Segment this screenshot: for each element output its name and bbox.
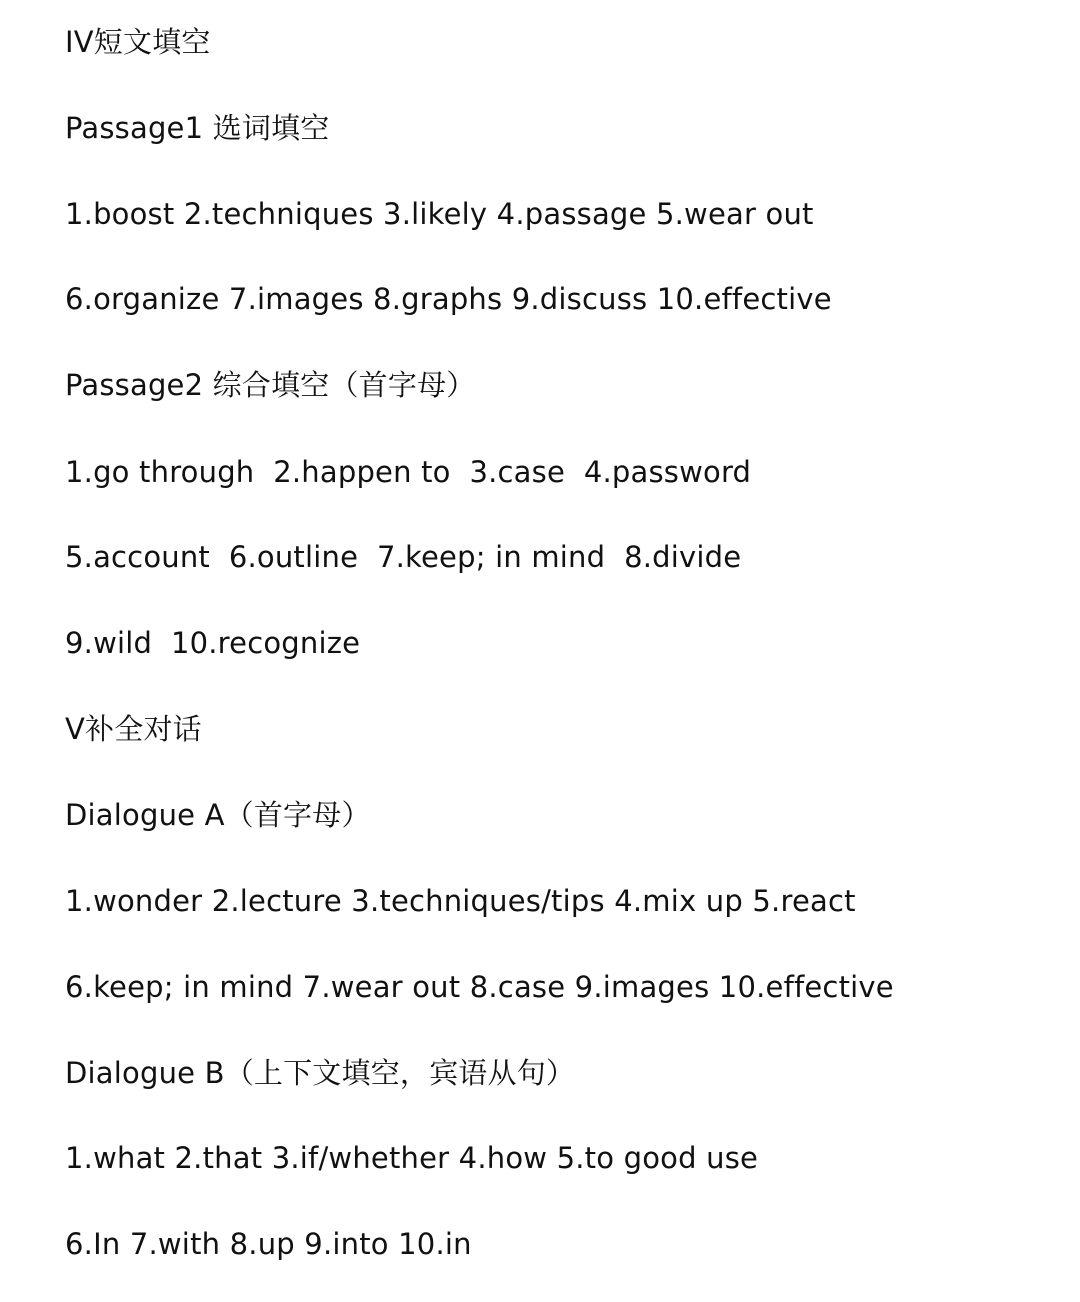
dialogue-a-answers-line1: 1.wonder 2.lecture 3.techniques/tips 4.mix up 5.react bbox=[65, 884, 856, 918]
dialogue-b-answers-line1: 1.what 2.that 3.if/whether 4.how 5.to good use bbox=[65, 1141, 759, 1175]
dialogue-b-heading: Dialogue B（上下文填空，宾语从句） bbox=[65, 1056, 576, 1090]
passage1-answers-line1: 1.boost 2.techniques 3.likely 4.passage 5.wear out bbox=[65, 197, 814, 231]
dialogue-a-answers-line2: 6.keep; in mind 7.wear out 8.case 9.images 10.effective bbox=[65, 970, 894, 1004]
dialogue-a-heading: Dialogue A（首字母） bbox=[65, 798, 371, 832]
passage2-answers-line1: 1.go through 2.happen to 3.case 4.password bbox=[65, 455, 752, 489]
passage1-heading: Passage1 选词填空 bbox=[65, 111, 330, 145]
section-heading-v: V补全对话 bbox=[65, 712, 202, 746]
passage1-answers-line2: 6.organize 7.images 8.graphs 9.discuss 10.effective bbox=[65, 282, 832, 316]
dialogue-b-answers-line2: 6.In 7.with 8.up 9.into 10.in bbox=[65, 1227, 472, 1261]
section-heading-iv: IV短文填空 bbox=[65, 25, 211, 59]
passage2-answers-line3: 9.wild 10.recognize bbox=[65, 626, 361, 660]
passage2-answers-line2: 5.account 6.outline 7.keep; in mind 8.divide bbox=[65, 540, 742, 574]
passage2-heading: Passage2 综合填空（首字母） bbox=[65, 368, 476, 402]
